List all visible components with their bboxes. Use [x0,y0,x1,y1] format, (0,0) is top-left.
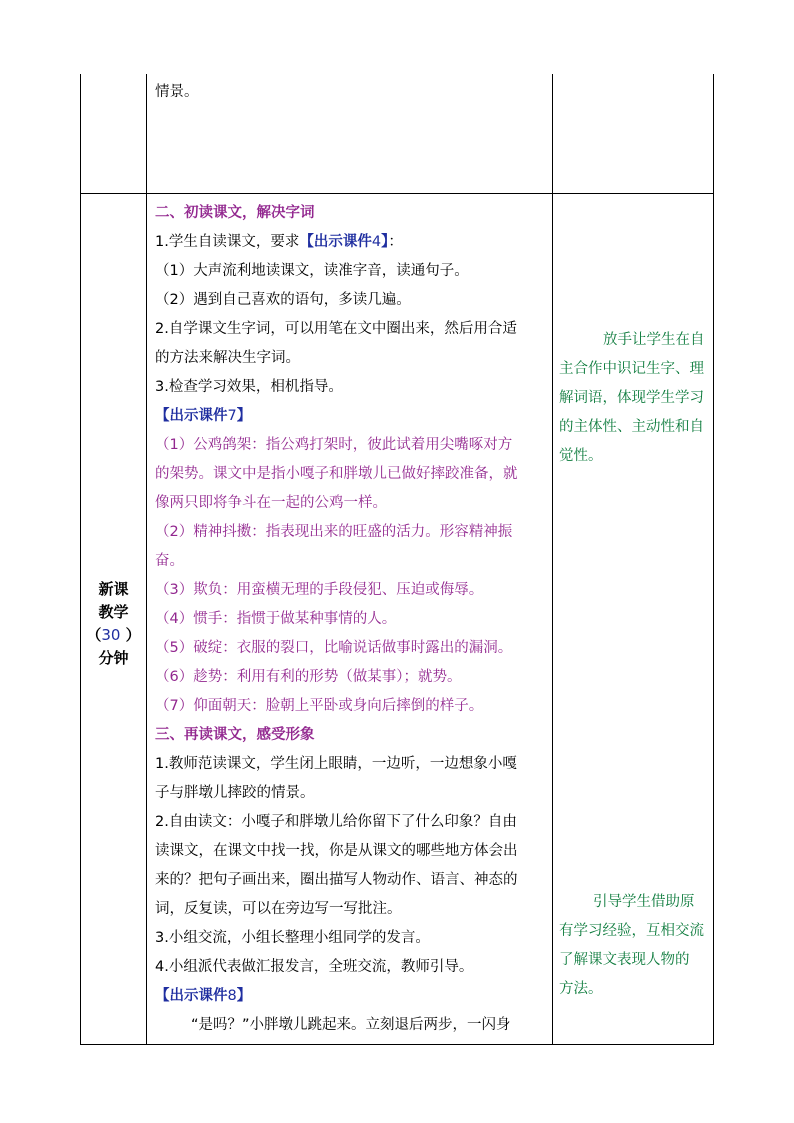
section3-line4: 4.小组派代表做汇报发言，全班交流，教师引导。 [155,959,474,975]
note1-line5: 觉性。 [559,448,603,464]
section2-courseware-ref: 【出示课件7】 [155,408,252,424]
vocab-7: （7）仰面朝天：脸朝上平卧或身向后摔倒的样子。 [155,698,484,714]
vocab-1a: （1）公鸡鸽架：指公鸡打架时，彼此试着用尖嘴啄对方 [155,437,513,453]
vocab-2a: （2）精神抖擞：指表现出来的旺盛的活力。形容精神振 [155,524,513,540]
stage-label-cell [81,194,146,1044]
top-row-content-cell [147,74,552,193]
note2-line1: 引导学生借助原 [593,894,695,910]
note2-line3: 了解课文表现人物的 [559,952,690,968]
vocab-2b: 奋。 [155,553,184,569]
vocab-1b: 的架势。课文中是指小嘎子和胖墩儿已做好摔跤准备，就 [155,466,518,482]
vocab-6: （6）趁势：利用有利的形势（做某事）；就势。 [155,669,462,685]
vocab-3: （3）欺负：用蛮横无理的手段侵犯、压迫或侮辱。 [155,582,484,598]
note1-line3: 解词语，体现学生学习 [559,390,704,406]
section3-line3: 3.小组交流，小组长整理小组同学的发言。 [155,930,430,946]
note1-line2: 主合作中识记生字、理 [559,361,704,377]
table-border-bottom [80,1044,714,1045]
section3-line2d: 词，反复读，可以在旁边写一写批注。 [155,901,402,917]
section2-line5: 的方法来解决生字词。 [155,350,300,366]
stage-label-line1: 新课 [98,580,129,598]
section2-heading: 二、初读课文，解决字词 [155,205,315,221]
section3-courseware-ref: 【出示课件8】 [155,988,252,1004]
section3-quote-line: “是吗？”小胖墩儿跳起来。立刻退后两步，一闪身 [191,1017,511,1033]
note2-line4: 方法。 [559,981,603,997]
section2-line4: 2.自学课文生字词，可以用笔在文中圈出来，然后用合适 [155,321,517,337]
section3-line1a: 1.教师范读课文，学生闭上眼睛，一边听，一边想象小嘎 [155,756,517,772]
top-row-text: 情景。 [155,84,199,100]
vocab-1c: 像两只即将争斗在一起的公鸡一样。 [155,495,387,511]
note2-line2: 有学习经验，互相交流 [559,923,704,939]
vocab-4: （4）惯手：指惯于做某种事情的人。 [155,611,397,627]
lesson-content-cell [147,194,552,1044]
section2-line2: （1）大声流利地读课文，读准字音，读通句子。 [155,263,469,279]
table-border-right [713,74,714,1045]
section2-line3: （2）遇到自己喜欢的语句，多读几遍。 [155,292,411,308]
note1-line1: 放手让学生在自 [603,332,705,348]
section3-line2c: 来的？把句子画出来，圈出描写人物动作、语言、神态的 [155,872,518,888]
stage-label-line3: （30 ） [86,626,141,644]
stage-label-line4: 分钟 [98,649,129,667]
section3-line2a: 2.自由读文：小嘎子和胖墩儿给你留下了什么印象？自由 [155,814,517,830]
section3-heading: 三、再读课文，感受形象 [155,727,315,743]
stage-label-line2: 教学 [98,603,129,621]
section3-line1b: 子与胖墩儿摔跤的情景。 [155,785,315,801]
vocab-5: （5）破绽：衣服的裂口，比喻说话做事时露出的漏洞。 [155,640,513,656]
section3-line2b: 读课文，在课文中找一找，你是从课文的哪些地方体会出 [155,843,518,859]
note1-line4: 的主体性、主动性和自 [559,419,704,435]
section2-line6: 3.检查学习效果，相机指导。 [155,379,343,395]
section2-line1: 1.学生自读课文，要求【出示课件4】： [155,234,403,250]
design-notes-cell [553,194,713,1044]
